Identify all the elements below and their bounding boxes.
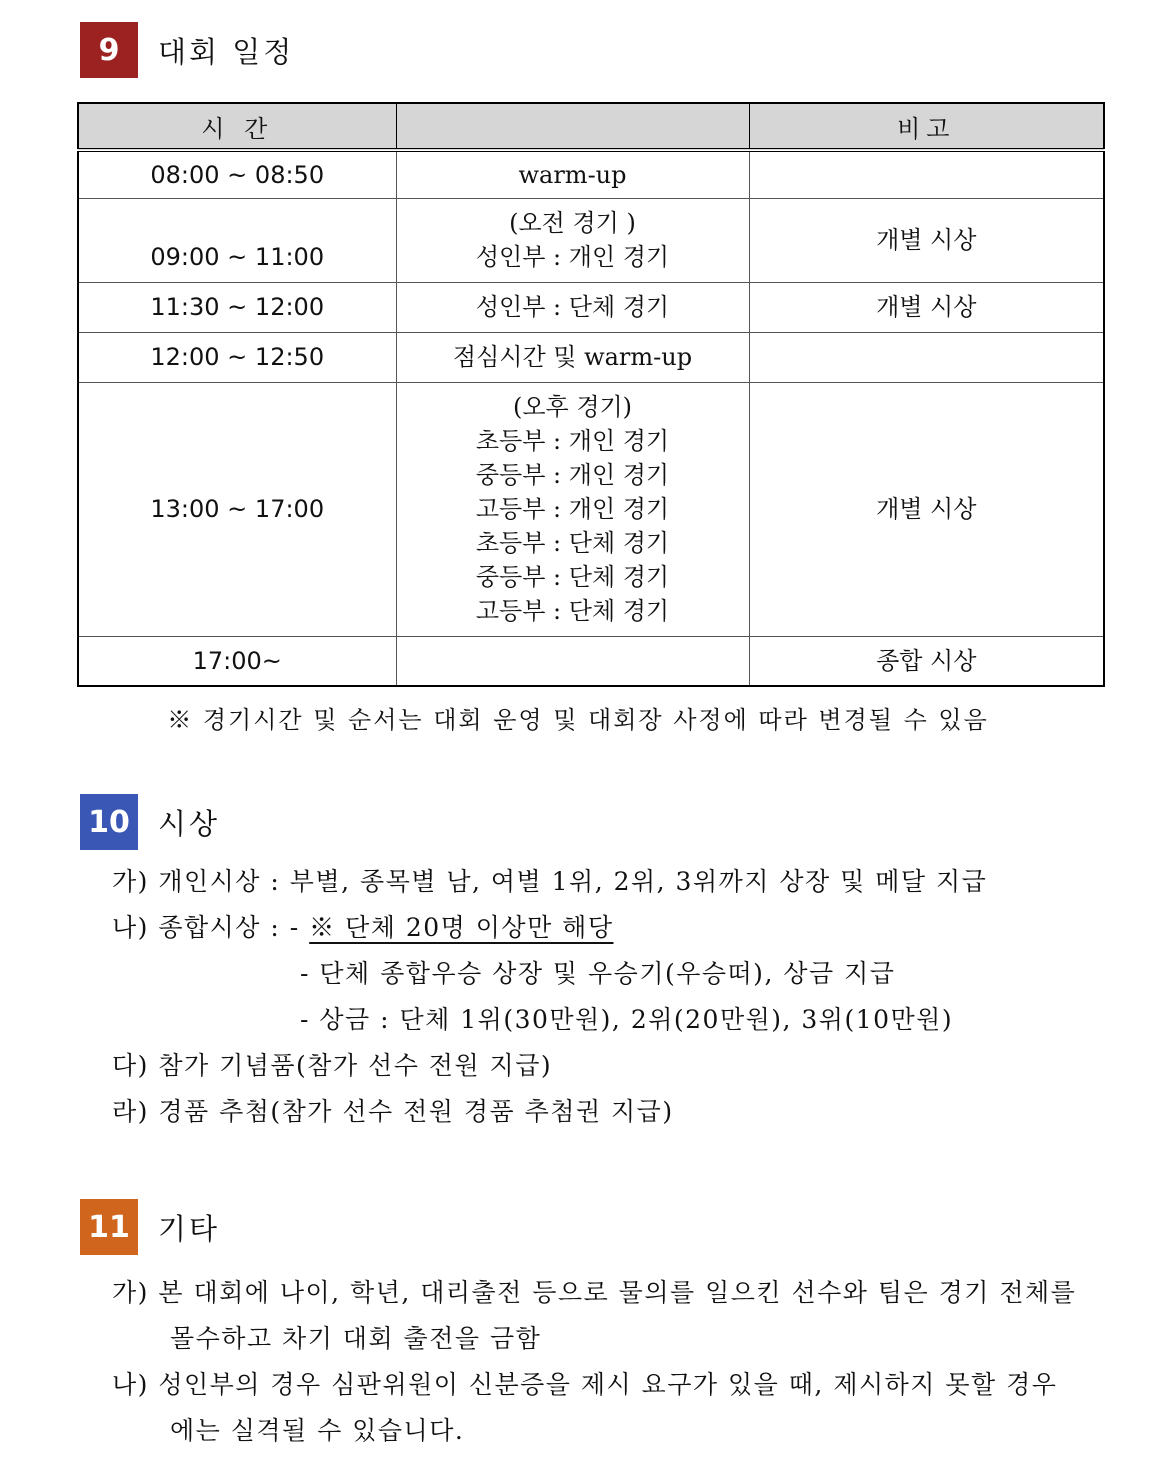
awards-list <box>112 859 987 1135</box>
event-line: 중등부 : 단체 경기 <box>475 563 670 591</box>
section-10-header <box>80 794 220 850</box>
row-event <box>396 150 749 198</box>
row-time: 17:00~ <box>78 636 396 686</box>
section-11-header <box>80 1199 220 1255</box>
row-note: 개별 시상 <box>749 382 1104 636</box>
header-event <box>396 103 749 150</box>
schedule-header-row <box>78 103 1104 150</box>
row-event <box>396 332 749 382</box>
table-row <box>78 636 1104 686</box>
table-row <box>78 198 1104 282</box>
schedule-table <box>77 102 1105 687</box>
section-10-badge: 10 <box>80 794 138 850</box>
award-item-lottery: 라) 경품 추첨(참가 선수 전원 경품 추첨권 지급) <box>112 1097 674 1126</box>
row-event <box>396 636 749 686</box>
row-time: 13:00 ~ 17:00 <box>78 382 396 636</box>
table-row <box>78 382 1104 636</box>
award-prize-money: - 상금 : 단체 1위(30만원), 2위(20만원), 3위(10만원) <box>300 1005 954 1034</box>
event-line: 초등부 : 개인 경기 <box>475 427 670 455</box>
row-time: 11:30 ~ 12:00 <box>78 282 396 332</box>
event-line: warm-up <box>518 160 627 189</box>
event-line: 성인부 : 개인 경기 <box>475 243 670 271</box>
header-time: 시 간 <box>78 103 396 150</box>
event-line: 점심시간 및 warm-up <box>452 343 693 371</box>
event-line: 고등부 : 단체 경기 <box>475 597 670 625</box>
section-11-title: 기타 <box>158 1211 221 1246</box>
award-overall-condition: ※ 단체 20명 이상만 해당 <box>309 913 614 942</box>
table-row <box>78 332 1104 382</box>
table-row <box>78 150 1104 198</box>
row-event <box>396 382 749 636</box>
misc-item-a: 가) 본 대회에 나이, 학년, 대리출전 등으로 물의를 일으킨 선수와 팀은 경기 전체를 <box>112 1278 1077 1307</box>
section-11-badge: 11 <box>80 1199 138 1255</box>
row-event <box>396 198 749 282</box>
misc-item-a-cont: 몰수하고 차기 대회 출전을 금함 <box>170 1324 542 1353</box>
event-line: (오전 경기 ) <box>509 209 636 237</box>
misc-item-b: 나) 성인부의 경우 심판위원이 신분증을 제시 요구가 있을 때, 제시하지 못할 경우 <box>112 1370 1058 1399</box>
event-line: 초등부 : 단체 경기 <box>475 529 670 557</box>
section-9-title: 대회 일정 <box>158 34 295 69</box>
row-event <box>396 282 749 332</box>
row-note <box>749 150 1104 198</box>
misc-list <box>112 1270 1076 1454</box>
event-line: 성인부 : 단체 경기 <box>475 293 670 321</box>
section-9-header <box>80 22 294 78</box>
award-item-overall <box>112 905 987 951</box>
row-note <box>749 332 1104 382</box>
row-note: 종합 시상 <box>749 636 1104 686</box>
section-10-title: 시상 <box>158 806 221 841</box>
table-row <box>78 282 1104 332</box>
award-overall-detail: - 단체 종합우승 상장 및 우승기(우승떠), 상금 지급 <box>300 959 896 988</box>
row-note: 개별 시상 <box>749 282 1104 332</box>
award-overall-prefix: 나) 종합시상 : - <box>112 913 310 942</box>
row-note: 개별 시상 <box>749 198 1104 282</box>
header-note: 비고 <box>749 103 1104 150</box>
event-line: 중등부 : 개인 경기 <box>475 461 670 489</box>
section-9-badge: 9 <box>80 22 138 78</box>
event-line: 고등부 : 개인 경기 <box>475 495 670 523</box>
row-time: 09:00 ~ 11:00 <box>78 198 396 282</box>
award-item-souvenir: 다) 참가 기념품(참가 선수 전원 지급) <box>112 1051 553 1080</box>
misc-item-b-cont: 에는 실격될 수 있습니다. <box>170 1416 465 1445</box>
event-line: (오후 경기) <box>512 393 633 421</box>
schedule-footnote: ※ 경기시간 및 순서는 대회 운영 및 대회장 사정에 따라 변경될 수 있음 <box>167 706 989 734</box>
row-time: 08:00 ~ 08:50 <box>78 150 396 198</box>
award-item-individual: 가) 개인시상 : 부별, 종목별 남, 여별 1위, 2위, 3위까지 상장 및 메달 지급 <box>112 867 988 896</box>
row-time: 12:00 ~ 12:50 <box>78 332 396 382</box>
